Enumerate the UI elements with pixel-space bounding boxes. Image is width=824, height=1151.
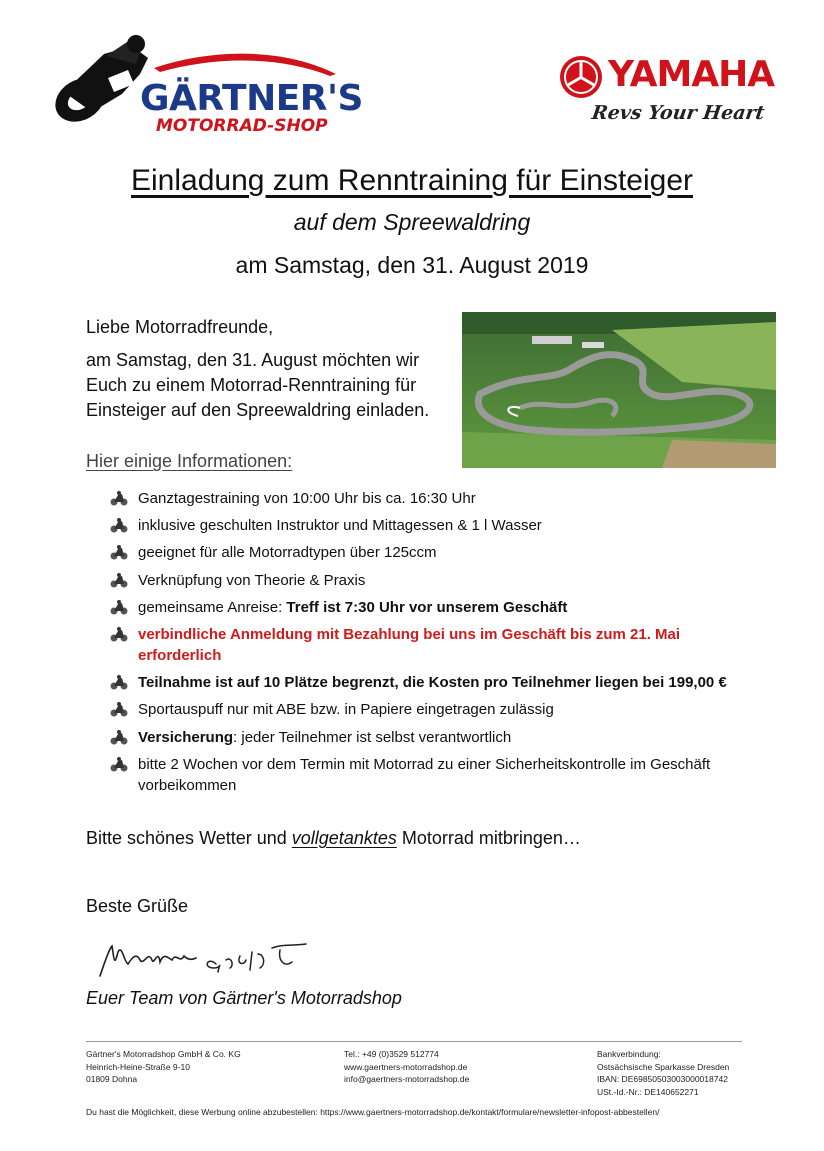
participant-limit: Teilnahme ist auf 10 Plätze begrenzt, die Kosten pro Teilnehmer liegen bei 199,00 € <box>138 674 727 692</box>
website-link[interactable]: www.gaertners-motorradshop.de <box>344 1061 468 1072</box>
closing-text-end: Motorrad mitbringen… <box>396 828 581 848</box>
bank-label: Bankverbindung: <box>597 1049 661 1059</box>
greeting: Liebe Motorradfreunde, <box>86 317 274 337</box>
info-list <box>110 488 750 802</box>
yamaha-wordmark: YAMAHA <box>608 54 775 95</box>
list-item <box>110 488 750 509</box>
team-signoff: Euer Team von Gärtner's Motorradshop <box>86 988 402 1008</box>
motorcycle-bullet-icon <box>110 701 128 717</box>
insurance-label: Versicherung <box>138 728 234 746</box>
list-item <box>110 754 750 796</box>
motorcycle-bullet-icon <box>110 674 128 690</box>
meeting-time: Treff ist 7:30 Uhr vor unserem Geschäft <box>286 598 568 616</box>
list-item-text: inklusive geschulten Instruktor und Mittagessen & 1 l Wasser <box>138 517 542 535</box>
company-name: Gärtner's Motorradshop GmbH & Co. KG <box>86 1049 241 1059</box>
motorcycle-bullet-icon <box>110 626 128 642</box>
yamaha-slogan: Revs Your Heart <box>590 102 766 124</box>
motorcycle-bullet-icon <box>110 729 128 745</box>
list-item <box>110 624 750 666</box>
footer-contact <box>344 1048 469 1086</box>
info-heading: Hier einige Informationen: <box>86 451 293 471</box>
intro-paragraph: am Samstag, den 31. August möchten wir Euch zu einem Motorrad-Renntraining für Einsteiger auf den Spreewaldring einladen. <box>86 350 430 420</box>
registration-deadline: verbindliche Anmeldung mit Bezahlung bei uns im Geschäft bis zum 21. Mai erforderlich <box>138 625 681 664</box>
closing-text: Bitte schönes Wetter und <box>86 828 292 848</box>
list-item-text: geeignet für alle Motorradtypen über 125ccm <box>138 544 437 562</box>
motorcycle-bullet-icon <box>110 599 128 615</box>
phone: Tel.: +49 (0)3529 512774 <box>344 1049 439 1059</box>
list-item-text: gemeinsame Anreise: <box>138 598 287 616</box>
motorcycle-bullet-icon <box>110 517 128 533</box>
yamaha-logo <box>556 52 775 134</box>
logo-subline: MOTORRAD-SHOP <box>156 116 328 136</box>
racetrack-photo <box>462 312 776 468</box>
list-item <box>110 672 750 693</box>
footer-address <box>86 1048 241 1086</box>
motorcycle-bullet-icon <box>110 572 128 588</box>
list-item-text: Sportauspuff nur mit ABE bzw. in Papiere eingetragen zulässig <box>138 701 554 719</box>
motorcycle-bullet-icon <box>110 544 128 560</box>
signature <box>96 938 316 982</box>
list-item <box>110 597 750 618</box>
unsubscribe-link[interactable]: Du hast die Möglichkeit, diese Werbung online abzubestellen: https://www.gaertners-motorradshop.de/kontakt/formulare/newsletter-infopost-abbestellen/ <box>86 1107 660 1117</box>
event-date: am Samstag, den 31. August 2019 <box>235 252 589 278</box>
motorcycle-bullet-icon <box>110 756 128 772</box>
list-item-text: Ganztagestraining von 10:00 Uhr bis ca. 16:30 Uhr <box>138 490 476 507</box>
list-item <box>110 699 750 720</box>
regards: Beste Grüße <box>86 896 189 916</box>
street: Heinrich-Heine-Straße 9-10 <box>86 1061 190 1072</box>
list-item-text: : jeder Teilnehmer ist selbst verantwortlich <box>233 728 512 746</box>
list-item <box>110 570 750 591</box>
footer-divider <box>86 1041 742 1042</box>
bank-name: Ostsächsische Sparkasse Dresden <box>597 1061 730 1072</box>
email-link[interactable]: info@gaertners-motorradshop.de <box>344 1074 470 1084</box>
footer-bank <box>597 1048 729 1098</box>
motorcycle-bullet-icon <box>110 490 128 506</box>
yamaha-tuning-fork-icon <box>558 54 604 100</box>
iban: IBAN: DE69850503003000018742 <box>597 1074 728 1084</box>
gaertners-logo <box>44 34 363 136</box>
list-item-text: bitte 2 Wochen vor dem Termin mit Motorrad zu einer Sicherheitskontrolle im Geschäft vorbeikommen <box>138 755 711 794</box>
list-item-text: Verknüpfung von Theorie & Praxis <box>138 571 366 589</box>
closing-emphasis: vollgetanktes <box>291 828 397 848</box>
vat-id: USt.-Id.-Nr.: DE140652271 <box>597 1086 699 1097</box>
list-item <box>110 542 750 563</box>
page-subtitle: auf dem Spreewaldring <box>293 209 531 235</box>
city: 01809 Dohna <box>86 1074 138 1084</box>
list-item <box>110 727 750 748</box>
closing-line <box>86 828 581 849</box>
list-item <box>110 515 750 536</box>
page-title: Einladung zum Renntraining für Einsteiger <box>131 164 693 197</box>
logo-brand: GÄRTNER'S <box>140 78 363 119</box>
